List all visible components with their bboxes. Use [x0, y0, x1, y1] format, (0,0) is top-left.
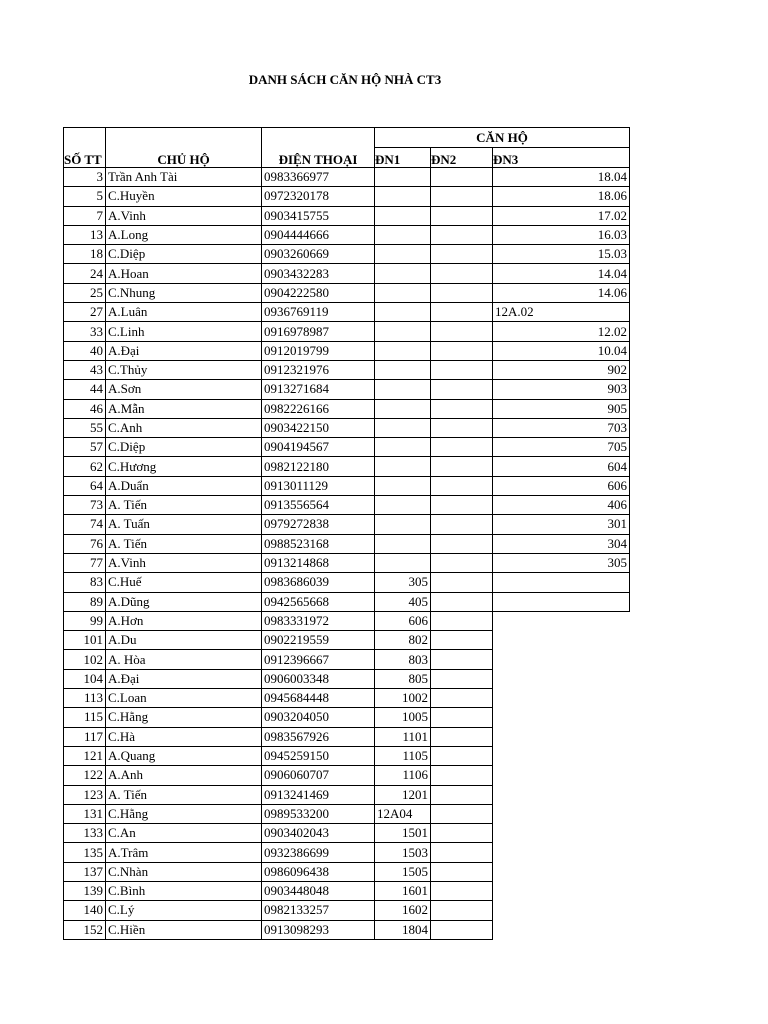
cell-dien-thoai: 0903204050: [262, 708, 375, 727]
cell-chu-ho: A.Hơn: [106, 611, 262, 630]
cell-chu-ho: A.Đại: [106, 341, 262, 360]
cell-dn2: [431, 187, 493, 206]
cell-dn2: [431, 592, 493, 611]
cell-dn1: 1106: [375, 766, 431, 785]
cell-dn3: 606: [493, 476, 630, 495]
cell-stt: 133: [64, 824, 106, 843]
cell-dien-thoai: 0902219559: [262, 631, 375, 650]
cell-dn1: [375, 399, 431, 418]
cell-dn1: 305: [375, 573, 431, 592]
table-row: [64, 515, 630, 534]
cell-chu-ho: A.Duẩn: [106, 476, 262, 495]
cell-chu-ho: A.Vinh: [106, 206, 262, 225]
cell-dien-thoai: 0986096438: [262, 862, 375, 881]
cell-dien-thoai: 0972320178: [262, 187, 375, 206]
cell-chu-ho: C.Bình: [106, 881, 262, 900]
cell-stt: 18: [64, 245, 106, 264]
cell-chu-ho: C.Diệp: [106, 438, 262, 457]
cell-dn3: 12.02: [493, 322, 630, 341]
cell-dn2: [431, 708, 493, 727]
cell-dn3: 16.03: [493, 225, 630, 244]
cell-empty: [493, 746, 630, 765]
table-row: [64, 824, 630, 843]
cell-dien-thoai: 0989533200: [262, 804, 375, 823]
cell-chu-ho: C.Anh: [106, 418, 262, 437]
cell-dn2: [431, 496, 493, 515]
apartment-table: [63, 127, 630, 940]
cell-dien-thoai: 0913241469: [262, 785, 375, 804]
table-row: [64, 322, 630, 341]
cell-dien-thoai: 0903260669: [262, 245, 375, 264]
cell-dn1: 1503: [375, 843, 431, 862]
cell-dn2: [431, 843, 493, 862]
cell-stt: 121: [64, 746, 106, 765]
table-row: [64, 264, 630, 283]
cell-dn1: [375, 245, 431, 264]
cell-stt: 113: [64, 689, 106, 708]
cell-dn2: [431, 785, 493, 804]
cell-dn1: [375, 206, 431, 225]
cell-stt: 13: [64, 225, 106, 244]
cell-stt: 7: [64, 206, 106, 225]
table-row: [64, 804, 630, 823]
cell-chu-ho: C.Diệp: [106, 245, 262, 264]
table-row: [64, 206, 630, 225]
cell-chu-ho: A.Vinh: [106, 553, 262, 572]
cell-dien-thoai: 0913214868: [262, 553, 375, 572]
cell-dn3: 905: [493, 399, 630, 418]
cell-stt: 3: [64, 168, 106, 187]
header-row-top: [64, 128, 630, 148]
cell-dn2: [431, 283, 493, 302]
cell-dn3: 10.04: [493, 341, 630, 360]
cell-stt: 99: [64, 611, 106, 630]
cell-chu-ho: A. Tiến: [106, 534, 262, 553]
cell-empty: [493, 631, 630, 650]
cell-dn1: [375, 380, 431, 399]
cell-chu-ho: A.Hoan: [106, 264, 262, 283]
cell-dn2: [431, 206, 493, 225]
cell-dn2: [431, 804, 493, 823]
cell-dn2: [431, 901, 493, 920]
cell-dn2: [431, 746, 493, 765]
cell-dn2: [431, 168, 493, 187]
cell-dien-thoai: 0932386699: [262, 843, 375, 862]
cell-dn3: 903: [493, 380, 630, 399]
cell-dien-thoai: 0903415755: [262, 206, 375, 225]
cell-chu-ho: A.Long: [106, 225, 262, 244]
table-row: [64, 534, 630, 553]
cell-empty: [493, 650, 630, 669]
cell-stt: 137: [64, 862, 106, 881]
cell-dien-thoai: 0982133257: [262, 901, 375, 920]
table-row: [64, 746, 630, 765]
cell-dn1: 1501: [375, 824, 431, 843]
cell-chu-ho: C.Hằng: [106, 804, 262, 823]
cell-dien-thoai: 0912396667: [262, 650, 375, 669]
table-row: [64, 225, 630, 244]
table-row: [64, 785, 630, 804]
cell-dn2: [431, 341, 493, 360]
cell-dn1: [375, 418, 431, 437]
cell-dn2: [431, 862, 493, 881]
cell-dien-thoai: 0983686039: [262, 573, 375, 592]
cell-stt: 25: [64, 283, 106, 302]
table-row: [64, 901, 630, 920]
cell-dn1: [375, 496, 431, 515]
cell-empty: [493, 804, 630, 823]
cell-dn2: [431, 418, 493, 437]
table-row: [64, 399, 630, 418]
cell-dn2: [431, 920, 493, 939]
cell-dn3: 304: [493, 534, 630, 553]
cell-dien-thoai: 0906060707: [262, 766, 375, 785]
table-row: [64, 438, 630, 457]
cell-empty: [493, 920, 630, 939]
cell-stt: 74: [64, 515, 106, 534]
cell-dn3: 18.04: [493, 168, 630, 187]
cell-dn3: 14.06: [493, 283, 630, 302]
cell-dn2: [431, 399, 493, 418]
cell-dn2: [431, 457, 493, 476]
cell-empty: [493, 901, 630, 920]
cell-stt: 117: [64, 727, 106, 746]
cell-chu-ho: A.Du: [106, 631, 262, 650]
cell-stt: 44: [64, 380, 106, 399]
cell-stt: 62: [64, 457, 106, 476]
cell-chu-ho: C.Hiền: [106, 920, 262, 939]
table-row: [64, 380, 630, 399]
cell-chu-ho: A. Tuấn: [106, 515, 262, 534]
cell-stt: 46: [64, 399, 106, 418]
cell-dien-thoai: 0913556564: [262, 496, 375, 515]
cell-stt: 101: [64, 631, 106, 650]
cell-dn3: 305: [493, 553, 630, 572]
cell-dn2: [431, 225, 493, 244]
cell-dn3: 703: [493, 418, 630, 437]
table-row: [64, 457, 630, 476]
table-row: [64, 553, 630, 572]
cell-dn2: [431, 611, 493, 630]
cell-dn2: [431, 824, 493, 843]
header-stt: SỐ TT: [64, 148, 106, 168]
cell-dn1: [375, 360, 431, 379]
cell-empty: [493, 708, 630, 727]
table-row: [64, 689, 630, 708]
cell-dn1: [375, 438, 431, 457]
cell-dn1: 1601: [375, 881, 431, 900]
cell-dn1: 606: [375, 611, 431, 630]
cell-dien-thoai: 0906003348: [262, 669, 375, 688]
cell-dn3: 14.04: [493, 264, 630, 283]
cell-chu-ho: C.Hằng: [106, 708, 262, 727]
cell-dn3: 604: [493, 457, 630, 476]
cell-dn1: [375, 187, 431, 206]
cell-dn2: [431, 303, 493, 322]
cell-dn1: [375, 225, 431, 244]
cell-dien-thoai: 0983366977: [262, 168, 375, 187]
cell-stt: 102: [64, 650, 106, 669]
cell-dn1: [375, 476, 431, 495]
cell-dn2: [431, 264, 493, 283]
cell-dien-thoai: 0979272838: [262, 515, 375, 534]
cell-stt: 139: [64, 881, 106, 900]
cell-chu-ho: C.Hương: [106, 457, 262, 476]
cell-dien-thoai: 0916978987: [262, 322, 375, 341]
cell-dn1: [375, 553, 431, 572]
cell-dien-thoai: 0942565668: [262, 592, 375, 611]
cell-dn2: [431, 766, 493, 785]
table-row: [64, 245, 630, 264]
cell-chu-ho: A. Tiến: [106, 496, 262, 515]
cell-stt: 5: [64, 187, 106, 206]
table-row: [64, 631, 630, 650]
table-row: [64, 766, 630, 785]
cell-dn2: [431, 515, 493, 534]
table-row: [64, 708, 630, 727]
cell-empty: [493, 689, 630, 708]
cell-dn2: [431, 553, 493, 572]
cell-dien-thoai: 0982122180: [262, 457, 375, 476]
cell-chu-ho: A.Dũng: [106, 592, 262, 611]
table-row: [64, 187, 630, 206]
cell-dn2: [431, 322, 493, 341]
cell-dn1: 1602: [375, 901, 431, 920]
cell-dn1: [375, 534, 431, 553]
cell-stt: 64: [64, 476, 106, 495]
cell-chu-ho: Trần Anh Tài: [106, 168, 262, 187]
cell-dn1: 1201: [375, 785, 431, 804]
cell-stt: 40: [64, 341, 106, 360]
cell-chu-ho: A.Quang: [106, 746, 262, 765]
header-can-ho: CĂN HỘ: [375, 128, 630, 148]
cell-dn3: 15.03: [493, 245, 630, 264]
cell-dn2: [431, 689, 493, 708]
cell-stt: 33: [64, 322, 106, 341]
cell-empty: [493, 843, 630, 862]
table-row: [64, 573, 630, 592]
cell-empty: [493, 862, 630, 881]
cell-stt: 76: [64, 534, 106, 553]
cell-chu-ho: C.Linh: [106, 322, 262, 341]
cell-dien-thoai: 0913011129: [262, 476, 375, 495]
page-title: DANH SÁCH CĂN HỘ NHÀ CT3: [248, 72, 442, 87]
cell-dn2: [431, 573, 493, 592]
cell-dn1: [375, 457, 431, 476]
table-row: [64, 862, 630, 881]
header-chu-ho: CHỦ HỘ: [106, 148, 262, 168]
table-row: [64, 476, 630, 495]
cell-dien-thoai: 0903432283: [262, 264, 375, 283]
cell-chu-ho: C.Loan: [106, 689, 262, 708]
cell-dn2: [431, 881, 493, 900]
cell-dn3: 12A.02: [493, 303, 630, 322]
cell-empty: [493, 881, 630, 900]
cell-dn1: 405: [375, 592, 431, 611]
cell-dn3: 406: [493, 496, 630, 515]
cell-stt: 140: [64, 901, 106, 920]
cell-stt: 152: [64, 920, 106, 939]
cell-dien-thoai: 0988523168: [262, 534, 375, 553]
cell-stt: 123: [64, 785, 106, 804]
table-row: [64, 592, 630, 611]
cell-dn1: 803: [375, 650, 431, 669]
cell-dn3: 301: [493, 515, 630, 534]
cell-empty: [493, 766, 630, 785]
cell-dien-thoai: 0983331972: [262, 611, 375, 630]
cell-chu-ho: A.Trâm: [106, 843, 262, 862]
cell-dien-thoai: 0983567926: [262, 727, 375, 746]
cell-dien-thoai: 0912019799: [262, 341, 375, 360]
cell-dn2: [431, 380, 493, 399]
cell-dien-thoai: 0903402043: [262, 824, 375, 843]
table-row: [64, 496, 630, 515]
table-row: [64, 881, 630, 900]
cell-dien-thoai: 0904444666: [262, 225, 375, 244]
cell-dn2: [431, 669, 493, 688]
header-dn3: ĐN3: [493, 148, 630, 168]
cell-dn1: 1804: [375, 920, 431, 939]
cell-stt: 43: [64, 360, 106, 379]
cell-chu-ho: C.Nhàn: [106, 862, 262, 881]
cell-empty: [493, 611, 630, 630]
header-dn2: ĐN2: [431, 148, 493, 168]
cell-dien-thoai: 0982226166: [262, 399, 375, 418]
cell-stt: 83: [64, 573, 106, 592]
cell-empty: [493, 669, 630, 688]
cell-chu-ho: A. Tiến: [106, 785, 262, 804]
cell-dn3: [493, 592, 630, 611]
cell-dn2: [431, 360, 493, 379]
cell-dn3: [493, 573, 630, 592]
cell-chu-ho: A. Hòa: [106, 650, 262, 669]
cell-dn3: 705: [493, 438, 630, 457]
table-row: [64, 418, 630, 437]
table-row: [64, 168, 630, 187]
header-row: [64, 148, 630, 168]
cell-empty: [493, 785, 630, 804]
cell-chu-ho: C.An: [106, 824, 262, 843]
cell-dn1: 12A04: [375, 804, 431, 823]
cell-dn1: [375, 283, 431, 302]
cell-chu-ho: A.Luân: [106, 303, 262, 322]
cell-stt: 57: [64, 438, 106, 457]
table-row: [64, 283, 630, 302]
table-row: [64, 727, 630, 746]
cell-dien-thoai: 0913271684: [262, 380, 375, 399]
cell-stt: 115: [64, 708, 106, 727]
cell-dien-thoai: 0912321976: [262, 360, 375, 379]
cell-dn1: 1002: [375, 689, 431, 708]
cell-chu-ho: A.Mẫn: [106, 399, 262, 418]
cell-dn1: 802: [375, 631, 431, 650]
table-row: [64, 303, 630, 322]
cell-chu-ho: A.Đại: [106, 669, 262, 688]
cell-dien-thoai: 0904194567: [262, 438, 375, 457]
cell-stt: 73: [64, 496, 106, 515]
cell-dn1: 1105: [375, 746, 431, 765]
cell-empty: [493, 824, 630, 843]
cell-dn1: [375, 515, 431, 534]
cell-dn2: [431, 534, 493, 553]
cell-dn1: [375, 303, 431, 322]
cell-dien-thoai: 0945259150: [262, 746, 375, 765]
cell-dien-thoai: 0936769119: [262, 303, 375, 322]
cell-stt: 131: [64, 804, 106, 823]
cell-chu-ho: C.Lý: [106, 901, 262, 920]
cell-dien-thoai: 0913098293: [262, 920, 375, 939]
cell-dn1: 1005: [375, 708, 431, 727]
cell-stt: 24: [64, 264, 106, 283]
table-row: [64, 360, 630, 379]
cell-dn1: 805: [375, 669, 431, 688]
cell-chu-ho: C.Huyền: [106, 187, 262, 206]
header-dien-thoai: ĐIỆN THOẠI: [262, 148, 375, 168]
cell-dn2: [431, 727, 493, 746]
cell-dn3: 902: [493, 360, 630, 379]
cell-dn2: [431, 476, 493, 495]
cell-stt: 77: [64, 553, 106, 572]
cell-dien-thoai: 0904222580: [262, 283, 375, 302]
cell-stt: 55: [64, 418, 106, 437]
cell-dn1: [375, 264, 431, 283]
cell-stt: 122: [64, 766, 106, 785]
cell-chu-ho: C.Nhung: [106, 283, 262, 302]
cell-dn1: 1101: [375, 727, 431, 746]
table-row: [64, 611, 630, 630]
cell-dn1: [375, 322, 431, 341]
cell-chu-ho: C.Hà: [106, 727, 262, 746]
cell-dn2: [431, 245, 493, 264]
cell-stt: 27: [64, 303, 106, 322]
cell-dien-thoai: 0903448048: [262, 881, 375, 900]
cell-dien-thoai: 0945684448: [262, 689, 375, 708]
table-row: [64, 920, 630, 939]
cell-dn2: [431, 438, 493, 457]
cell-chu-ho: A.Sơn: [106, 380, 262, 399]
cell-stt: 135: [64, 843, 106, 862]
cell-dn3: 18.06: [493, 187, 630, 206]
cell-stt: 104: [64, 669, 106, 688]
cell-dn3: 17.02: [493, 206, 630, 225]
table-row: [64, 341, 630, 360]
table-row: [64, 669, 630, 688]
cell-dn2: [431, 650, 493, 669]
cell-empty: [493, 727, 630, 746]
cell-chu-ho: C.Thủy: [106, 360, 262, 379]
cell-dn1: 1505: [375, 862, 431, 881]
cell-dn2: [431, 631, 493, 650]
cell-chu-ho: C.Huế: [106, 573, 262, 592]
cell-dn1: [375, 341, 431, 360]
cell-chu-ho: A.Anh: [106, 766, 262, 785]
cell-stt: 89: [64, 592, 106, 611]
cell-dien-thoai: 0903422150: [262, 418, 375, 437]
table-row: [64, 650, 630, 669]
table-row: [64, 843, 630, 862]
header-dn1: ĐN1: [375, 148, 431, 168]
cell-dn1: [375, 168, 431, 187]
